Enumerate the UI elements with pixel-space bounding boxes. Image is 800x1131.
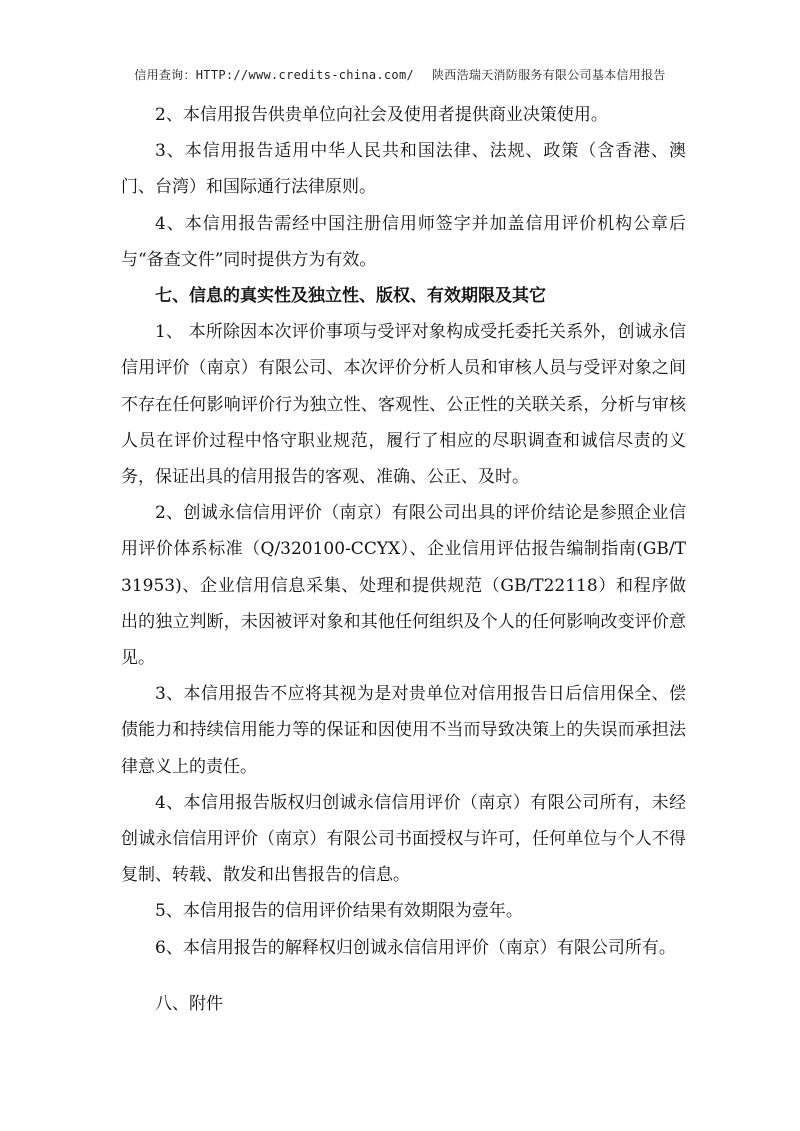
section6-item-3: 3、本信用报告适用中华人民共和国法律、法规、政策（含香港、澳门、台湾）和国际通行法律原则。 (121, 141, 686, 198)
section7-item-4: 4、本信用报告版权归创诚永信信用评价（南京）有限公司所有，未经创诚永信信用评价（南京）有限公司书面授权与许可，任何单位与个人不得复制、转载、散发和出售报告的信息。 (121, 792, 686, 886)
header-report-title: 陕西浩瑞天消防服务有限公司基本信用报告 (432, 68, 666, 82)
page-header (0, 66, 800, 83)
header-query-url: 信用查询：HTTP://www.credits-china.com/ (134, 68, 414, 82)
section7-item-5: 5、本信用报告的信用评价结果有效期限为壹年。 (155, 901, 523, 922)
section6-item-4: 4、本信用报告需经中国注册信用师签字并加盖信用评价机构公章后与“备查文件”同时提供方为有效。 (121, 213, 686, 270)
document-body (121, 97, 686, 966)
section7-item-2: 2、创诚永信信用评价（南京）有限公司出具的评价结论是参照企业信用评价体系标准（Q/320100-CCYX）、企业信用评估报告编制指南(GB/T31953)、企业信用信息采集、处理和提供规范（GB/T22118）和程序做出的独立判断，未因被评对象和其他任何组织及个人的任何影响改变评价意见。 (121, 503, 686, 669)
section7-item-1: 1、 本所除因本次评价事项与受评对象构成受托委托关系外，创诚永信信用评价（南京）有限公司、本次评价分析人员和审核人员与受评对象之间不存在任何影响评价行为独立性、客观性、公正性的关联关系，分析与审核人员在评价过程中恪守职业规范，履行了相应的尽职调查和诚信尽责的义务，保证出具的信用报告的客观、准确、公正、及时。 (121, 322, 686, 488)
section6-item-2: 2、本信用报告供贵单位向社会及使用者提供商业决策使用。 (155, 105, 608, 125)
section7-title: 七、信息的真实性及独立性、版权、有效期限及其它 (155, 286, 546, 307)
section8-title: 八、附件 (155, 994, 223, 1014)
section7-item-6: 6、本信用报告的解释权归创诚永信信用评价（南京）有限公司所有。 (155, 937, 676, 958)
section7-item-3: 3、本信用报告不应将其视为是对贵单位对信用报告日后信用保全、偿债能力和持续信用能力等的保证和因使用不当而导致决策上的失误而承担法律意义上的责任。 (121, 684, 686, 777)
